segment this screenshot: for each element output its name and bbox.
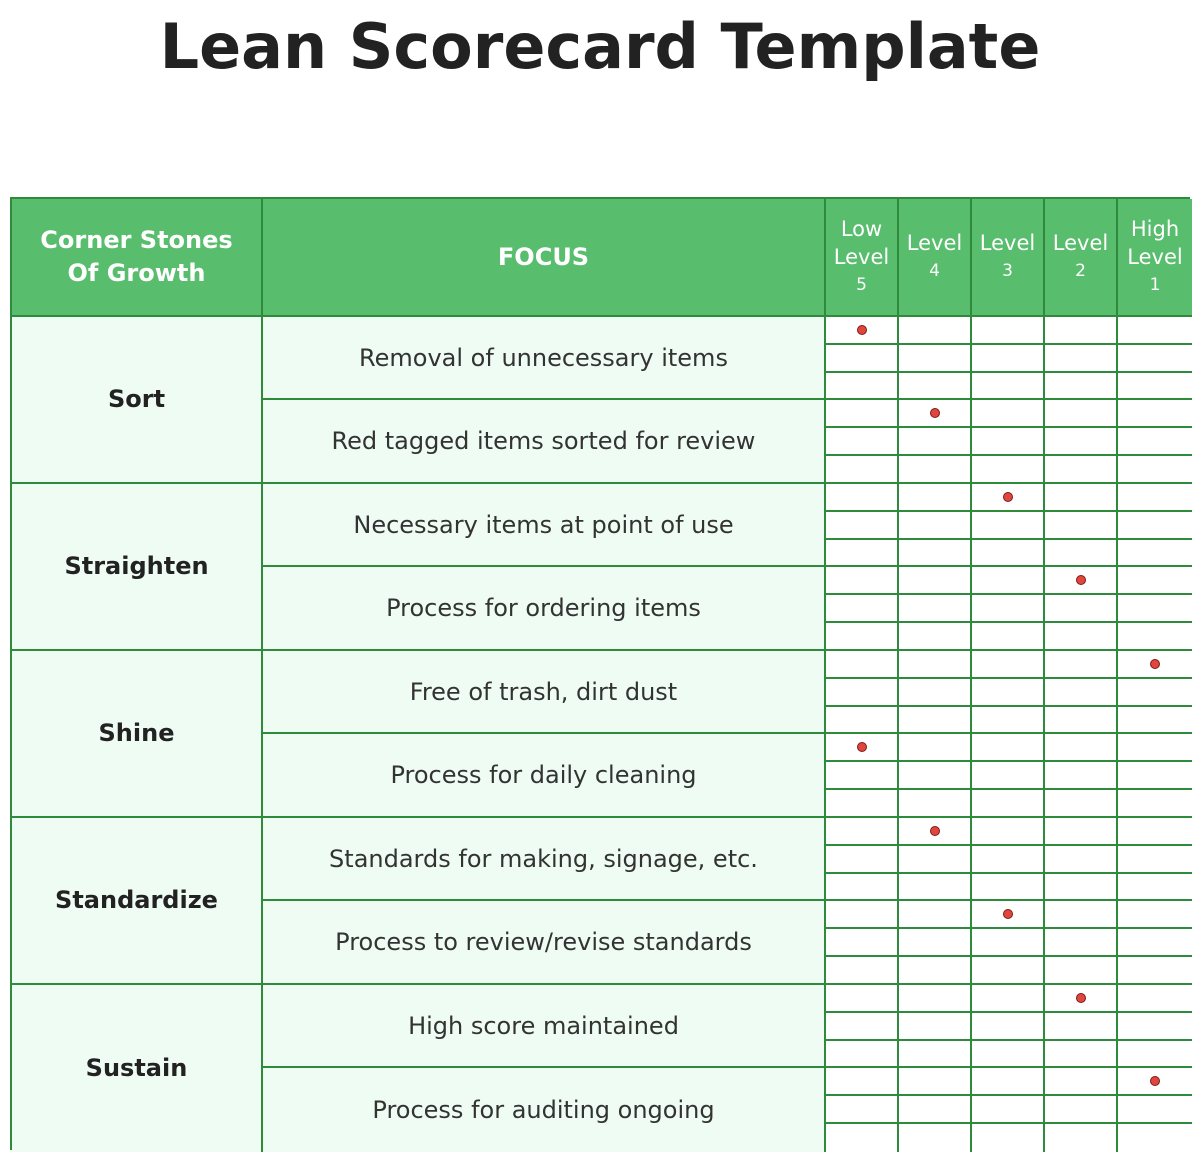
score-cell[interactable] (1045, 929, 1118, 957)
cornerstone-cell (12, 317, 263, 484)
score-cell[interactable] (899, 540, 972, 568)
score-cell[interactable] (826, 428, 899, 456)
header-level-1 (899, 199, 972, 317)
score-cell[interactable] (899, 707, 972, 735)
score-cell[interactable] (899, 456, 972, 484)
score-cell[interactable] (826, 901, 899, 929)
score-cell[interactable] (899, 484, 972, 512)
focus-cell (263, 484, 826, 567)
score-cell[interactable] (899, 985, 972, 1013)
score-cell[interactable] (972, 623, 1045, 651)
score-cell[interactable] (826, 957, 899, 985)
score-cell[interactable] (1045, 1068, 1118, 1096)
score-cell[interactable] (1045, 567, 1118, 595)
score-cell[interactable] (972, 595, 1045, 623)
score-cell[interactable] (1118, 484, 1192, 512)
score-cell[interactable] (1118, 595, 1192, 623)
score-cell[interactable] (826, 985, 899, 1013)
score-cell[interactable] (972, 1124, 1045, 1152)
score-cell[interactable] (899, 790, 972, 818)
score-cell[interactable] (1118, 874, 1192, 902)
score-cell[interactable] (1045, 595, 1118, 623)
header-cornerstones-label: Corner Stones Of Growth (40, 226, 233, 287)
score-marker-dot (930, 408, 940, 418)
focus-text: Process to review/revise standards (335, 928, 752, 957)
score-cell[interactable] (1045, 679, 1118, 707)
score-marker-dot (1003, 909, 1013, 919)
header-level-3 (1045, 199, 1118, 317)
score-cell[interactable] (899, 1124, 972, 1152)
focus-text: Red tagged items sorted for review (331, 427, 756, 456)
cornerstone-name: Sort (107, 385, 166, 414)
score-cell[interactable] (1118, 1068, 1192, 1096)
score-cell[interactable] (826, 1041, 899, 1069)
score-cell[interactable] (1118, 762, 1192, 790)
score-cell[interactable] (1045, 484, 1118, 512)
score-cell[interactable] (899, 818, 972, 846)
score-cell[interactable] (972, 846, 1045, 874)
score-marker-dot (857, 325, 867, 335)
score-cell[interactable] (1045, 1041, 1118, 1069)
score-cell[interactable] (899, 957, 972, 985)
score-cell[interactable] (826, 540, 899, 568)
score-cell[interactable] (826, 818, 899, 846)
score-cell[interactable] (826, 679, 899, 707)
score-cell[interactable] (899, 317, 972, 345)
score-cell[interactable] (972, 345, 1045, 373)
score-marker-dot (1150, 1076, 1160, 1086)
score-cell[interactable] (826, 456, 899, 484)
header-level-number: 3 (1002, 261, 1013, 281)
score-cell[interactable] (826, 623, 899, 651)
score-cell[interactable] (826, 317, 899, 345)
score-cell[interactable] (972, 818, 1045, 846)
cornerstone-cell (12, 818, 263, 985)
score-cell[interactable] (899, 345, 972, 373)
header-level-0 (826, 199, 899, 317)
score-marker-dot (1076, 993, 1086, 1003)
score-marker-dot (1076, 575, 1086, 585)
focus-cell (263, 567, 826, 650)
focus-text: Process for daily cleaning (390, 761, 697, 790)
header-cornerstones (12, 199, 263, 317)
score-cell[interactable] (899, 1013, 972, 1041)
score-cell[interactable] (1118, 1124, 1192, 1152)
score-cell[interactable] (972, 428, 1045, 456)
header-level-label: Level (1052, 231, 1109, 255)
header-level-label: High Level (1127, 217, 1183, 269)
score-cell[interactable] (899, 428, 972, 456)
header-level-number: 2 (1075, 261, 1086, 281)
score-cell[interactable] (826, 846, 899, 874)
page-title: Lean Scorecard Template (159, 10, 1041, 83)
focus-text: Process for ordering items (386, 594, 701, 623)
score-cell[interactable] (1118, 1041, 1192, 1069)
score-cell[interactable] (1118, 929, 1192, 957)
score-cell[interactable] (899, 679, 972, 707)
cornerstone-name: Straighten (64, 552, 209, 581)
score-cell[interactable] (899, 762, 972, 790)
score-cell[interactable] (1118, 540, 1192, 568)
header-level-number: 5 (856, 275, 867, 295)
focus-text: Free of trash, dirt dust (409, 677, 678, 706)
score-cell[interactable] (826, 1068, 899, 1096)
score-cell[interactable] (826, 707, 899, 735)
score-cell[interactable] (1045, 373, 1118, 401)
score-cell[interactable] (1118, 623, 1192, 651)
focus-text: Necessary items at point of use (353, 510, 734, 539)
score-cell[interactable] (972, 762, 1045, 790)
score-cell[interactable] (899, 901, 972, 929)
score-cell[interactable] (1045, 317, 1118, 345)
score-cell[interactable] (972, 567, 1045, 595)
score-cell[interactable] (899, 929, 972, 957)
focus-cell (263, 400, 826, 483)
focus-cell (263, 818, 826, 901)
score-cell[interactable] (972, 540, 1045, 568)
score-cell[interactable] (826, 373, 899, 401)
focus-text: High score maintained (408, 1011, 679, 1040)
score-cell[interactable] (1045, 985, 1118, 1013)
score-cell[interactable] (972, 456, 1045, 484)
score-cell[interactable] (972, 1096, 1045, 1124)
score-cell[interactable] (972, 707, 1045, 735)
score-cell[interactable] (972, 901, 1045, 929)
score-cell[interactable] (826, 1013, 899, 1041)
cornerstone-name: Sustain (85, 1054, 188, 1083)
score-cell[interactable] (972, 512, 1045, 540)
score-cell[interactable] (1045, 874, 1118, 902)
score-cell[interactable] (826, 567, 899, 595)
score-cell[interactable] (972, 1041, 1045, 1069)
score-cell[interactable] (1045, 345, 1118, 373)
score-cell[interactable] (1118, 317, 1192, 345)
score-cell[interactable] (1045, 957, 1118, 985)
score-cell[interactable] (1045, 456, 1118, 484)
score-cell[interactable] (1118, 428, 1192, 456)
score-cell[interactable] (899, 734, 972, 762)
score-cell[interactable] (826, 595, 899, 623)
score-cell[interactable] (972, 874, 1045, 902)
score-cell[interactable] (899, 512, 972, 540)
score-cell[interactable] (972, 957, 1045, 985)
score-cell[interactable] (1118, 1096, 1192, 1124)
score-cell[interactable] (1045, 512, 1118, 540)
focus-cell (263, 317, 826, 400)
score-cell[interactable] (1045, 428, 1118, 456)
score-marker-dot (1150, 659, 1160, 669)
header-focus (263, 199, 826, 317)
focus-cell (263, 901, 826, 984)
score-cell[interactable] (826, 1124, 899, 1152)
focus-cell (263, 985, 826, 1068)
score-cell[interactable] (1118, 985, 1192, 1013)
score-cell[interactable] (1045, 651, 1118, 679)
score-cell[interactable] (1118, 901, 1192, 929)
score-cell[interactable] (826, 484, 899, 512)
score-cell[interactable] (1045, 707, 1118, 735)
score-cell[interactable] (1118, 790, 1192, 818)
cornerstone-cell (12, 985, 263, 1152)
score-cell[interactable] (1045, 400, 1118, 428)
cornerstone-cell (12, 484, 263, 651)
focus-text: Standards for making, signage, etc. (329, 844, 758, 873)
score-cell[interactable] (972, 317, 1045, 345)
score-cell[interactable] (972, 1013, 1045, 1041)
score-cell[interactable] (1045, 846, 1118, 874)
score-cell[interactable] (899, 400, 972, 428)
score-cell[interactable] (826, 762, 899, 790)
header-level-number: 1 (1149, 275, 1161, 295)
focus-cell (263, 734, 826, 817)
score-cell[interactable] (972, 400, 1045, 428)
score-marker-dot (1003, 492, 1013, 502)
score-cell[interactable] (826, 400, 899, 428)
score-cell[interactable] (826, 345, 899, 373)
score-cell[interactable] (1045, 540, 1118, 568)
score-cell[interactable] (899, 595, 972, 623)
score-cell[interactable] (1045, 762, 1118, 790)
score-cell[interactable] (1118, 1013, 1192, 1041)
score-cell[interactable] (1118, 373, 1192, 401)
score-cell[interactable] (1118, 400, 1192, 428)
score-cell[interactable] (826, 651, 899, 679)
cornerstone-name: Shine (98, 719, 175, 748)
score-cell[interactable] (899, 1068, 972, 1096)
score-cell[interactable] (826, 790, 899, 818)
score-cell[interactable] (1118, 734, 1192, 762)
score-cell[interactable] (1118, 957, 1192, 985)
focus-text: Process for auditing ongoing (372, 1096, 715, 1125)
score-cell[interactable] (899, 623, 972, 651)
focus-cell (263, 1068, 826, 1151)
score-cell[interactable] (899, 846, 972, 874)
score-cell[interactable] (1045, 790, 1118, 818)
header-focus-label: FOCUS (497, 243, 590, 271)
score-cell[interactable] (1118, 512, 1192, 540)
score-cell[interactable] (1045, 1096, 1118, 1124)
score-cell[interactable] (1118, 846, 1192, 874)
score-cell[interactable] (972, 373, 1045, 401)
score-cell[interactable] (972, 985, 1045, 1013)
score-marker-dot (930, 826, 940, 836)
header-level-number: 4 (929, 261, 940, 281)
header-level-2 (972, 199, 1045, 317)
score-marker-dot (857, 742, 867, 752)
score-cell[interactable] (972, 734, 1045, 762)
header-level-4 (1118, 199, 1192, 317)
score-cell[interactable] (1118, 679, 1192, 707)
score-cell[interactable] (826, 874, 899, 902)
score-cell[interactable] (1045, 901, 1118, 929)
score-cell[interactable] (899, 874, 972, 902)
score-cell[interactable] (899, 373, 972, 401)
scorecard-table (10, 197, 1190, 1150)
score-cell[interactable] (899, 1041, 972, 1069)
score-cell[interactable] (826, 1096, 899, 1124)
focus-text: Removal of unnecessary items (359, 343, 728, 372)
score-cell[interactable] (899, 567, 972, 595)
cornerstone-cell (12, 651, 263, 818)
score-cell[interactable] (1045, 734, 1118, 762)
score-cell[interactable] (1118, 707, 1192, 735)
score-cell[interactable] (899, 1096, 972, 1124)
score-cell[interactable] (1118, 818, 1192, 846)
focus-cell (263, 651, 826, 734)
score-cell[interactable] (972, 651, 1045, 679)
score-cell[interactable] (826, 734, 899, 762)
score-cell[interactable] (1118, 651, 1192, 679)
score-cell[interactable] (972, 1068, 1045, 1096)
score-cell[interactable] (899, 651, 972, 679)
score-cell[interactable] (826, 512, 899, 540)
score-cell[interactable] (1045, 1124, 1118, 1152)
score-cell[interactable] (972, 790, 1045, 818)
score-cell[interactable] (1118, 567, 1192, 595)
score-cell[interactable] (1045, 1013, 1118, 1041)
score-cell[interactable] (972, 484, 1045, 512)
score-cell[interactable] (1118, 345, 1192, 373)
score-cell[interactable] (1118, 456, 1192, 484)
cornerstone-name: Standardize (55, 886, 218, 915)
header-level-label: Level (906, 231, 963, 255)
score-cell[interactable] (972, 929, 1045, 957)
score-cell[interactable] (972, 679, 1045, 707)
header-level-label: Low Level (833, 217, 890, 269)
header-level-label: Level (979, 231, 1036, 255)
score-cell[interactable] (826, 929, 899, 957)
score-cell[interactable] (1045, 818, 1118, 846)
score-cell[interactable] (1045, 623, 1118, 651)
